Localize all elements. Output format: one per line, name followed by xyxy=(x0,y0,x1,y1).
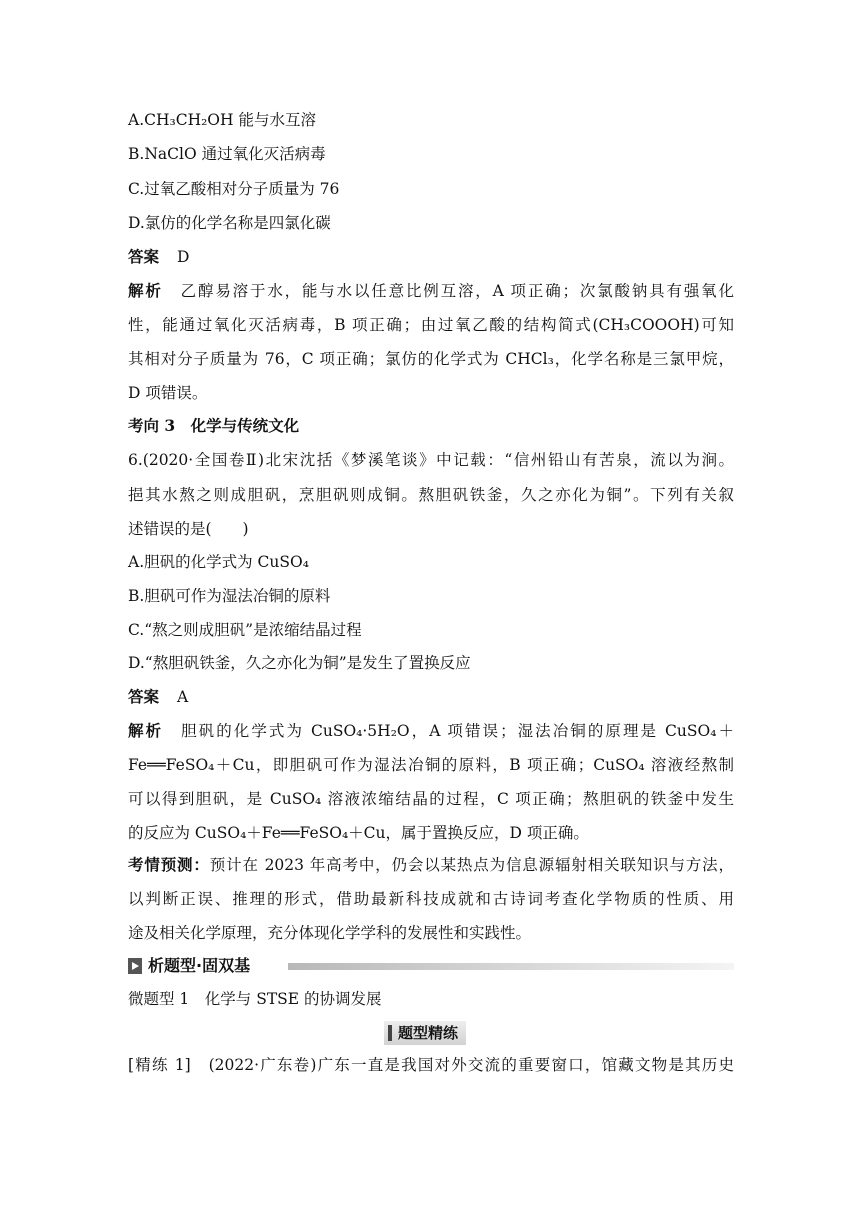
q6-analysis-line-1 xyxy=(128,720,734,742)
analysis-label: 解析 xyxy=(128,281,163,300)
forecast-text: 预计在 2023 年高考中，仍会以某热点为信息源辐射相关联知识与方法， xyxy=(209,856,734,874)
analysis-label: 解析 xyxy=(128,721,164,740)
section-banner xyxy=(128,955,734,977)
q5-analysis-line-1 xyxy=(128,280,734,302)
q6-analysis-line-4: 的反应为 CuSO₄＋Fe══FeSO₄＋Cu，属于置换反应，D 项正确。 xyxy=(128,824,589,842)
forecast-label: 考情预测： xyxy=(128,855,210,874)
q6-analysis-line-2: Fe══FeSO₄＋Cu，即胆矾可作为湿法冶铜的原料，B 项正确；CuSO₄ 溶液经熬制 xyxy=(128,756,734,774)
q5-option-c: C.过氧乙酸相对分子质量为 76 xyxy=(128,180,340,198)
q6-option-d: D.“熬胆矾铁釜，久之亦化为铜”是发生了置换反应 xyxy=(128,654,471,672)
answer-value: D xyxy=(177,248,190,266)
forecast-line-2: 以判断正误、推理的形式，借助最新科技成就和古诗词考查化学物质的性质、用 xyxy=(128,890,734,908)
q5-analysis-line-4: D 项错误。 xyxy=(128,384,208,402)
banner-gradient-bar xyxy=(288,963,734,970)
play-arrow-icon xyxy=(128,958,142,974)
answer-label: 答案 xyxy=(128,247,160,266)
practice-tag-label: 题型精练 xyxy=(398,1024,459,1042)
q6-option-a: A.胆矾的化学式为 CuSO₄ xyxy=(128,553,309,571)
practice-1-line: [精练 1] (2022·广东卷)广东一直是我国对外交流的重要窗口，馆藏文物是其历史 xyxy=(128,1056,734,1074)
forecast-line-3: 途及相关化学原理，充分体现化学学科的发展性和实践性。 xyxy=(128,924,532,942)
forecast-line-1 xyxy=(128,854,734,876)
section-3-title: 考向 3 化学与传统文化 xyxy=(128,416,300,435)
banner-title: 析题型·固双基 xyxy=(148,956,251,975)
q6-stem-line-3: 述错误的是( ) xyxy=(128,520,249,538)
q6-answer xyxy=(128,686,188,708)
q6-option-b: B.胆矾可作为湿法冶铜的原料 xyxy=(128,587,331,605)
q6-analysis-line-3: 可以得到胆矾，是 CuSO₄ 溶液浓缩结晶的过程，C 项正确；熬胆矾的铁釜中发生 xyxy=(128,790,734,808)
q5-option-a: A.CH₃CH₂OH 能与水互溶 xyxy=(128,111,316,129)
q6-stem-line-1: 6.(2020·全国卷Ⅱ)北宋沈括《梦溪笔谈》中记载：“信州铅山有苦泉，流以为涧。 xyxy=(128,451,734,469)
answer-value: A xyxy=(177,688,189,706)
analysis-text: 乙醇易溶于水，能与水以任意比例互溶，A 项正确；次氯酸钠具有强氧化 xyxy=(180,282,734,300)
practice-tag xyxy=(384,1021,466,1045)
q5-option-d: D.氯仿的化学名称是四氯化碳 xyxy=(128,214,331,232)
micro-type-title: 微题型 1 化学与 STSE 的协调发展 xyxy=(128,990,382,1008)
q5-option-b: B.NaClO 通过氧化灭活病毒 xyxy=(128,145,326,163)
analysis-text: 胆矾的化学式为 CuSO₄·5H₂O，A 项错误；湿法冶铜的原理是 CuSO₄＋ xyxy=(181,722,734,740)
answer-label: 答案 xyxy=(128,687,160,706)
q6-stem-line-2: 挹其水熬之则成胆矾，烹胆矾则成铜。熬胆矾铁釜，久之亦化为铜”。下列有关叙 xyxy=(128,486,734,504)
q6-option-c: C.“熬之则成胆矾”是浓缩结晶过程 xyxy=(128,621,362,639)
q5-answer xyxy=(128,246,189,268)
q5-analysis-line-2: 性，能通过氧化灭活病毒，B 项正确；由过氧乙酸的结构简式(CH₃COOOH)可知 xyxy=(128,316,734,334)
q5-analysis-line-3: 其相对分子质量为 76，C 项正确；氯仿的化学式为 CHCl₃，化学名称是三氯甲烷， xyxy=(128,350,734,368)
